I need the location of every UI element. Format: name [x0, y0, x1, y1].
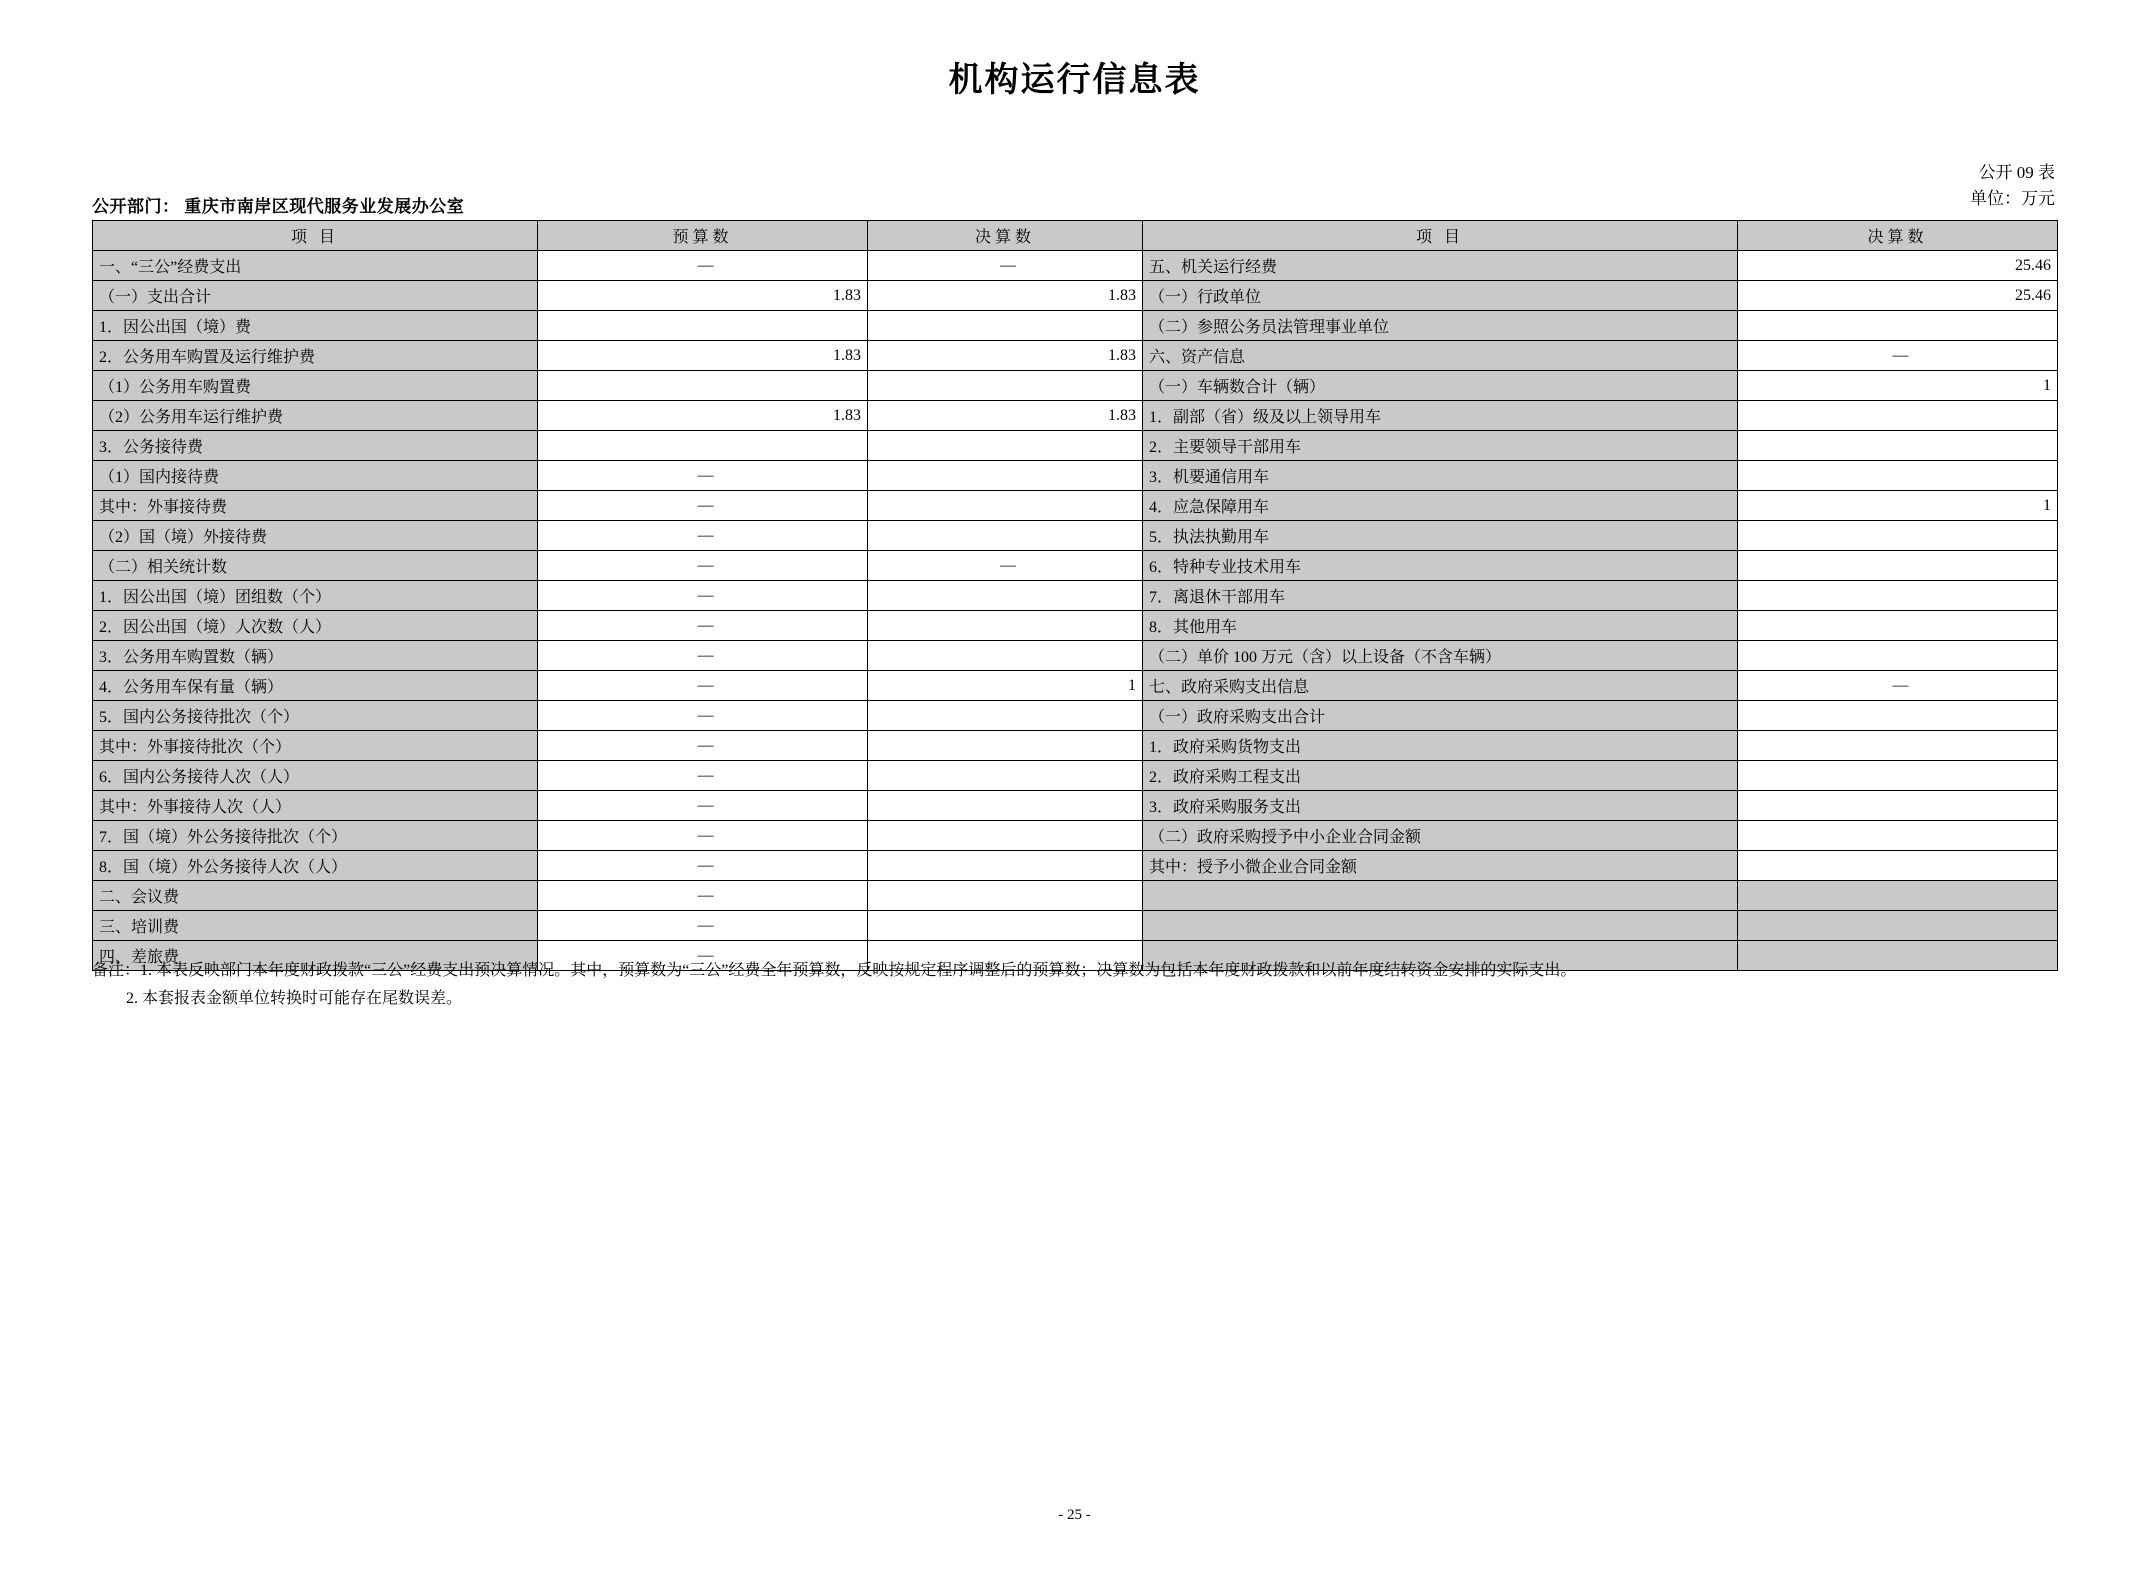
table-row [93, 821, 2058, 851]
note-line-1: 备注：1. 本表反映部门本年度财政拨款“三公”经费支出预决算情况。其中，预算数为“三公”经费全年预算数，反映按规定程序调整后的预算数；决算数为包括本年度财政拨款和以前年度结转资金安排的实际支出。 [92, 962, 1577, 979]
left-budget-value: — [538, 461, 868, 491]
left-item-label: 7．国（境）外公务接待批次（个） [93, 821, 538, 851]
table-row [93, 611, 2058, 641]
right-final-value [1738, 311, 2058, 341]
right-item-label: 2．主要领导干部用车 [1143, 431, 1738, 461]
right-final-value [1738, 431, 2058, 461]
right-item-label: （二）参照公务员法管理事业单位 [1143, 311, 1738, 341]
left-budget-value: — [538, 611, 868, 641]
table-row [93, 371, 2058, 401]
left-item-label: 一、“三公”经费支出 [93, 251, 538, 281]
left-item-label: 3．公务用车购置数（辆） [93, 641, 538, 671]
department-label: 公开部门： [92, 197, 180, 216]
left-item-label: 其中：外事接待人次（人） [93, 791, 538, 821]
left-final-value: 1.83 [868, 341, 1143, 371]
left-budget-value: — [538, 941, 868, 971]
left-item-label: 4．公务用车保有量（辆） [93, 671, 538, 701]
right-final-value: — [1738, 671, 2058, 701]
right-item-label: 六、资产信息 [1143, 341, 1738, 371]
left-budget-value: 1.83 [538, 341, 868, 371]
left-final-value: 1.83 [868, 281, 1143, 311]
table-row [93, 761, 2058, 791]
left-item-label: （1）国内接待费 [93, 461, 538, 491]
header-final: 决算数 [868, 221, 1143, 251]
header-budget: 预算数 [538, 221, 868, 251]
right-item-label: （二）单价 100 万元（含）以上设备（不含车辆） [1143, 641, 1738, 671]
left-item-label: 二、会议费 [93, 881, 538, 911]
table-row [93, 881, 2058, 911]
left-final-value: 1 [868, 671, 1143, 701]
left-final-value: — [868, 551, 1143, 581]
table-row [93, 791, 2058, 821]
right-final-value [1738, 551, 2058, 581]
right-final-value [1738, 401, 2058, 431]
right-item-label: （二）政府采购授予中小企业合同金额 [1143, 821, 1738, 851]
table-row [93, 551, 2058, 581]
table-row [93, 491, 2058, 521]
right-final-value: 1 [1738, 491, 2058, 521]
left-final-value [868, 371, 1143, 401]
notes-block [92, 957, 2062, 1013]
left-item-label: 其中：外事接待批次（个） [93, 731, 538, 761]
left-final-value [868, 581, 1143, 611]
left-budget-value [538, 311, 868, 341]
right-final-value [1738, 731, 2058, 761]
left-item-label: 1．因公出国（境）费 [93, 311, 538, 341]
left-item-label: （2）国（境）外接待费 [93, 521, 538, 551]
right-item-label: 8．其他用车 [1143, 611, 1738, 641]
right-item-label: 2．政府采购工程支出 [1143, 761, 1738, 791]
left-budget-value: — [538, 641, 868, 671]
left-final-value [868, 791, 1143, 821]
right-item-label: （一）行政单位 [1143, 281, 1738, 311]
right-final-value [1738, 581, 2058, 611]
left-item-label: 其中：外事接待费 [93, 491, 538, 521]
left-budget-value: — [538, 911, 868, 941]
left-final-value [868, 851, 1143, 881]
right-final-value [1738, 881, 2058, 911]
left-budget-value [538, 431, 868, 461]
left-budget-value: — [538, 881, 868, 911]
table-row [93, 461, 2058, 491]
left-budget-value: — [538, 581, 868, 611]
right-final-value [1738, 641, 2058, 671]
left-final-value [868, 881, 1143, 911]
left-item-label: 三、培训费 [93, 911, 538, 941]
left-item-label: 四、差旅费 [93, 941, 538, 971]
right-item-label: 3．政府采购服务支出 [1143, 791, 1738, 821]
page-number: - 25 - [1058, 1507, 1091, 1523]
header-right-final: 决算数 [1738, 221, 2058, 251]
table-row [93, 281, 2058, 311]
right-final-value [1738, 851, 2058, 881]
table-row [93, 521, 2058, 551]
left-budget-value: — [538, 851, 868, 881]
table-row [93, 731, 2058, 761]
left-item-label: 2．公务用车购置及运行维护费 [93, 341, 538, 371]
right-item-label: 1．副部（省）级及以上领导用车 [1143, 401, 1738, 431]
left-item-label: （二）相关统计数 [93, 551, 538, 581]
left-item-label: 3．公务接待费 [93, 431, 538, 461]
left-budget-value: — [538, 521, 868, 551]
table-row [93, 851, 2058, 881]
left-budget-value: — [538, 821, 868, 851]
table-header-row [93, 221, 2058, 251]
right-item-label: 1．政府采购货物支出 [1143, 731, 1738, 761]
right-final-value: 1 [1738, 371, 2058, 401]
right-item-label: 7．离退休干部用车 [1143, 581, 1738, 611]
right-final-value: 25.46 [1738, 281, 2058, 311]
header-right-item: 项 目 [1143, 221, 1738, 251]
table-row [93, 701, 2058, 731]
left-budget-value: — [538, 731, 868, 761]
right-final-value [1738, 521, 2058, 551]
right-item-label [1143, 911, 1738, 941]
unit-label: 单位：万元 [1970, 188, 2055, 208]
right-final-value: 25.46 [1738, 251, 2058, 281]
left-final-value [868, 641, 1143, 671]
left-budget-value: 1.83 [538, 281, 868, 311]
document-page [0, 52, 2149, 1572]
left-item-label: 2．因公出国（境）人次数（人） [93, 611, 538, 641]
table-row [93, 581, 2058, 611]
right-item-label: 6．特种专业技术用车 [1143, 551, 1738, 581]
institution-operation-table [92, 220, 2058, 971]
right-final-value [1738, 461, 2058, 491]
department-name: 重庆市南岸区现代服务业发展办公室 [184, 197, 465, 216]
right-final-value [1738, 611, 2058, 641]
left-final-value [868, 761, 1143, 791]
right-item-label: （一）车辆数合计（辆） [1143, 371, 1738, 401]
right-final-value [1738, 761, 2058, 791]
left-final-value [868, 491, 1143, 521]
left-budget-value: — [538, 551, 868, 581]
table-row [93, 671, 2058, 701]
left-final-value [868, 911, 1143, 941]
left-final-value [868, 611, 1143, 641]
left-item-label: （1）公务用车购置费 [93, 371, 538, 401]
department-line [92, 192, 464, 217]
left-budget-value: — [538, 251, 868, 281]
right-item-label: 4．应急保障用车 [1143, 491, 1738, 521]
table-row [93, 641, 2058, 671]
left-item-label: 8．国（境）外公务接待人次（人） [93, 851, 538, 881]
table-row [93, 431, 2058, 461]
left-final-value [868, 461, 1143, 491]
header-left-item: 项 目 [93, 221, 538, 251]
right-item-label: 3．机要通信用车 [1143, 461, 1738, 491]
left-budget-value: — [538, 671, 868, 701]
table-row [93, 341, 2058, 371]
left-final-value [868, 311, 1143, 341]
left-final-value: 1.83 [868, 401, 1143, 431]
right-final-value [1738, 701, 2058, 731]
left-item-label: 1．因公出国（境）团组数（个） [93, 581, 538, 611]
table-row [93, 401, 2058, 431]
right-final-value [1738, 911, 2058, 941]
table-row [93, 311, 2058, 341]
right-final-value [1738, 821, 2058, 851]
form-meta [1970, 160, 2055, 211]
form-code: 公开 09 表 [1978, 163, 2055, 182]
left-final-value: — [868, 251, 1143, 281]
right-item-label: （一）政府采购支出合计 [1143, 701, 1738, 731]
left-budget-value: — [538, 491, 868, 521]
table-body [93, 251, 2058, 971]
right-item-label: 五、机关运行经费 [1143, 251, 1738, 281]
left-item-label: 5．国内公务接待批次（个） [93, 701, 538, 731]
right-item-label: 七、政府采购支出信息 [1143, 671, 1738, 701]
left-final-value [868, 521, 1143, 551]
table-row [93, 911, 2058, 941]
left-item-label: （一）支出合计 [93, 281, 538, 311]
left-budget-value: 1.83 [538, 401, 868, 431]
left-final-value [868, 431, 1143, 461]
left-budget-value: — [538, 761, 868, 791]
table-row [93, 251, 2058, 281]
note-line-2: 2. 本套报表金额单位转换时可能存在尾数误差。 [126, 990, 463, 1007]
right-item-label [1143, 881, 1738, 911]
left-final-value [868, 821, 1143, 851]
right-item-label: 5．执法执勤用车 [1143, 521, 1738, 551]
left-final-value [868, 731, 1143, 761]
left-item-label: （2）公务用车运行维护费 [93, 401, 538, 431]
page-title: 机构运行信息表 [948, 61, 1201, 99]
left-item-label: 6．国内公务接待人次（人） [93, 761, 538, 791]
right-final-value: — [1738, 341, 2058, 371]
right-item-label: 其中：授予小微企业合同金额 [1143, 851, 1738, 881]
left-budget-value: — [538, 791, 868, 821]
right-final-value [1738, 791, 2058, 821]
left-budget-value: — [538, 701, 868, 731]
left-budget-value [538, 371, 868, 401]
left-final-value [868, 701, 1143, 731]
